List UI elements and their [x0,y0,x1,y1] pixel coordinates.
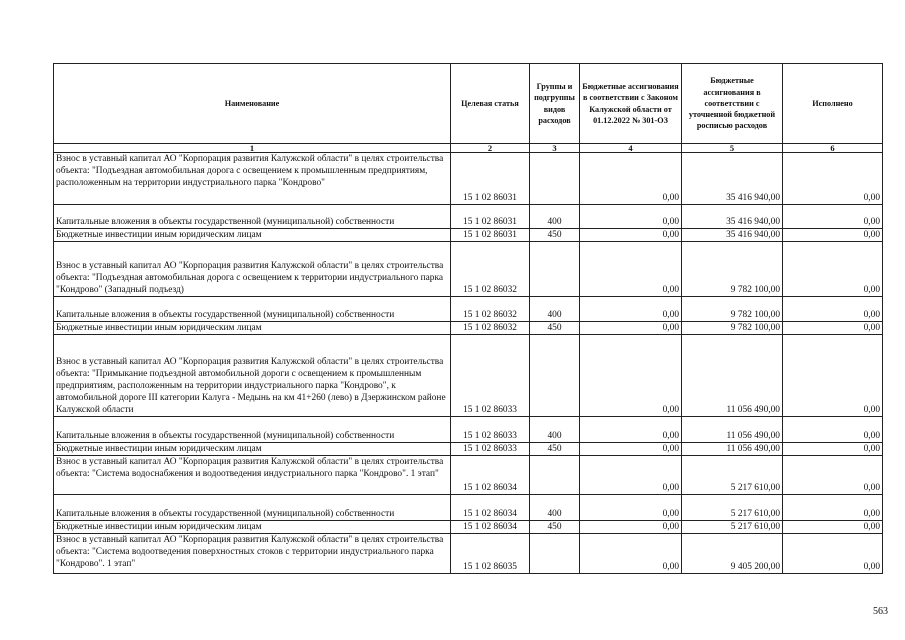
row-name: Капитальные вложения в объекты государственной (муниципальной) собственности [54,495,451,521]
row-group: 450 [530,521,580,534]
row-done-amount: 0,00 [783,229,883,242]
row-group: 400 [530,297,580,322]
row-group [530,456,580,495]
row-refined-amount: 35 416 940,00 [682,205,783,229]
row-refined-amount: 35 416 940,00 [682,229,783,242]
table-row [54,205,883,229]
row-law-amount: 0,00 [580,443,682,456]
row-done-amount: 0,00 [783,534,883,574]
column-header-code: Целевая статья [451,64,530,144]
row-code: 15 1 02 86033 [451,417,530,443]
row-done-amount: 0,00 [783,242,883,297]
row-name: Капитальные вложения в объекты государственной (муниципальной) собственности [54,297,451,322]
row-name: Бюджетные инвестиции иным юридическим лицам [54,229,451,242]
row-refined-amount: 5 217 610,00 [682,521,783,534]
column-header-name: Наименование [54,64,451,144]
column-header-groups: Группы и подгруппы видов расходов [530,64,580,144]
row-refined-amount: 5 217 610,00 [682,495,783,521]
row-group [530,534,580,574]
column-header-refined: Бюджетные ассигнования в соответствии с уточненной бюджетной росписью расходов [682,64,783,144]
row-code: 15 1 02 86031 [451,153,530,205]
row-name: Взнос в уставный капитал АО "Корпорация развития Калужской области" в целях строительства объекта: "Система водоотведения поверхностных стоков с территории индустриального парка "Кондрово". 1 этап" [54,534,451,574]
row-law-amount: 0,00 [580,297,682,322]
row-group: 450 [530,322,580,335]
table-row [54,153,883,205]
row-law-amount: 0,00 [580,242,682,297]
table-row [54,229,883,242]
row-refined-amount: 11 056 490,00 [682,335,783,417]
row-code: 15 1 02 86032 [451,297,530,322]
row-done-amount: 0,00 [783,297,883,322]
column-number: 6 [783,144,883,153]
row-done-amount: 0,00 [783,495,883,521]
row-done-amount: 0,00 [783,417,883,443]
table-row [54,534,883,574]
row-law-amount: 0,00 [580,495,682,521]
row-done-amount: 0,00 [783,153,883,205]
column-header-law: Бюджетные ассигнования в соответствии с Законом Калужской области от 01.12.2022 № 301-ОЗ [580,64,682,144]
table-row [54,456,883,495]
table-row [54,335,883,417]
row-law-amount: 0,00 [580,322,682,335]
column-number: 3 [530,144,580,153]
row-refined-amount: 9 782 100,00 [682,297,783,322]
row-law-amount: 0,00 [580,456,682,495]
row-name: Взнос в уставный капитал АО "Корпорация развития Калужской области" в целях строительства объекта: "Подъездная автомобильная дорога с освещением к территории индустриального парка "Кондрово" (Западный подъезд) [54,242,451,297]
row-code: 15 1 02 86034 [451,495,530,521]
row-name: Взнос в уставный капитал АО "Корпорация развития Калужской области" в целях строительства объекта: "Подъездная автомобильная дорога с освещением к промышленным предприятиям, расположенным на территории индустриального парка "Кондрово" [54,153,451,205]
row-code: 15 1 02 86033 [451,443,530,456]
row-law-amount: 0,00 [580,229,682,242]
row-code: 15 1 02 86031 [451,229,530,242]
row-group: 400 [530,205,580,229]
row-done-amount: 0,00 [783,322,883,335]
row-group [530,335,580,417]
row-law-amount: 0,00 [580,534,682,574]
row-law-amount: 0,00 [580,205,682,229]
row-code: 15 1 02 86032 [451,322,530,335]
row-code: 15 1 02 86031 [451,205,530,229]
column-header-done: Исполнено [783,64,883,144]
row-name: Бюджетные инвестиции иным юридическим лицам [54,521,451,534]
row-name: Капитальные вложения в объекты государственной (муниципальной) собственности [54,417,451,443]
table-row [54,495,883,521]
row-law-amount: 0,00 [580,417,682,443]
row-done-amount: 0,00 [783,521,883,534]
row-code: 15 1 02 86034 [451,456,530,495]
row-refined-amount: 11 056 490,00 [682,417,783,443]
column-number: 4 [580,144,682,153]
table-row [54,443,883,456]
table-row [54,242,883,297]
table-row [54,322,883,335]
column-number: 5 [682,144,783,153]
row-done-amount: 0,00 [783,456,883,495]
row-code: 15 1 02 86033 [451,335,530,417]
row-done-amount: 0,00 [783,443,883,456]
table-row [54,417,883,443]
row-name: Бюджетные инвестиции иным юридическим лицам [54,322,451,335]
row-code: 15 1 02 86034 [451,521,530,534]
row-group: 450 [530,443,580,456]
row-group: 400 [530,495,580,521]
page-number: 563 [873,606,888,617]
row-group [530,153,580,205]
column-number-row [54,144,883,153]
row-code: 15 1 02 86035 [451,534,530,574]
row-code: 15 1 02 86032 [451,242,530,297]
row-law-amount: 0,00 [580,335,682,417]
row-refined-amount: 35 416 940,00 [682,153,783,205]
row-name: Бюджетные инвестиции иным юридическим лицам [54,443,451,456]
row-refined-amount: 5 217 610,00 [682,456,783,495]
row-law-amount: 0,00 [580,153,682,205]
row-name: Капитальные вложения в объекты государственной (муниципальной) собственности [54,205,451,229]
header-row [54,64,883,144]
row-law-amount: 0,00 [580,521,682,534]
row-group: 450 [530,229,580,242]
row-group: 400 [530,417,580,443]
row-refined-amount: 9 405 200,00 [682,534,783,574]
row-group [530,242,580,297]
row-done-amount: 0,00 [783,205,883,229]
row-done-amount: 0,00 [783,335,883,417]
row-name: Взнос в уставный капитал АО "Корпорация развития Калужской области" в целях строительства объекта: "Примыкание подъездной автомобильной дороги с освещением к промышленным предприятиям, расположенным на территории индустриального парка "Кондрово", к автомобильной дороге III категории Калуга - Медынь на км 41+260 (лево) в Дзержинском районе Калужской области [54,335,451,417]
row-refined-amount: 11 056 490,00 [682,443,783,456]
row-name: Взнос в уставный капитал АО "Корпорация развития Калужской области" в целях строительства объекта: "Система водоснабжения и водоотведения индустриального парка "Кондрово". 1 этап" [54,456,451,495]
row-refined-amount: 9 782 100,00 [682,322,783,335]
budget-table [53,63,883,574]
row-refined-amount: 9 782 100,00 [682,242,783,297]
table-row [54,297,883,322]
table-row [54,521,883,534]
column-number: 1 [54,144,451,153]
column-number: 2 [451,144,530,153]
